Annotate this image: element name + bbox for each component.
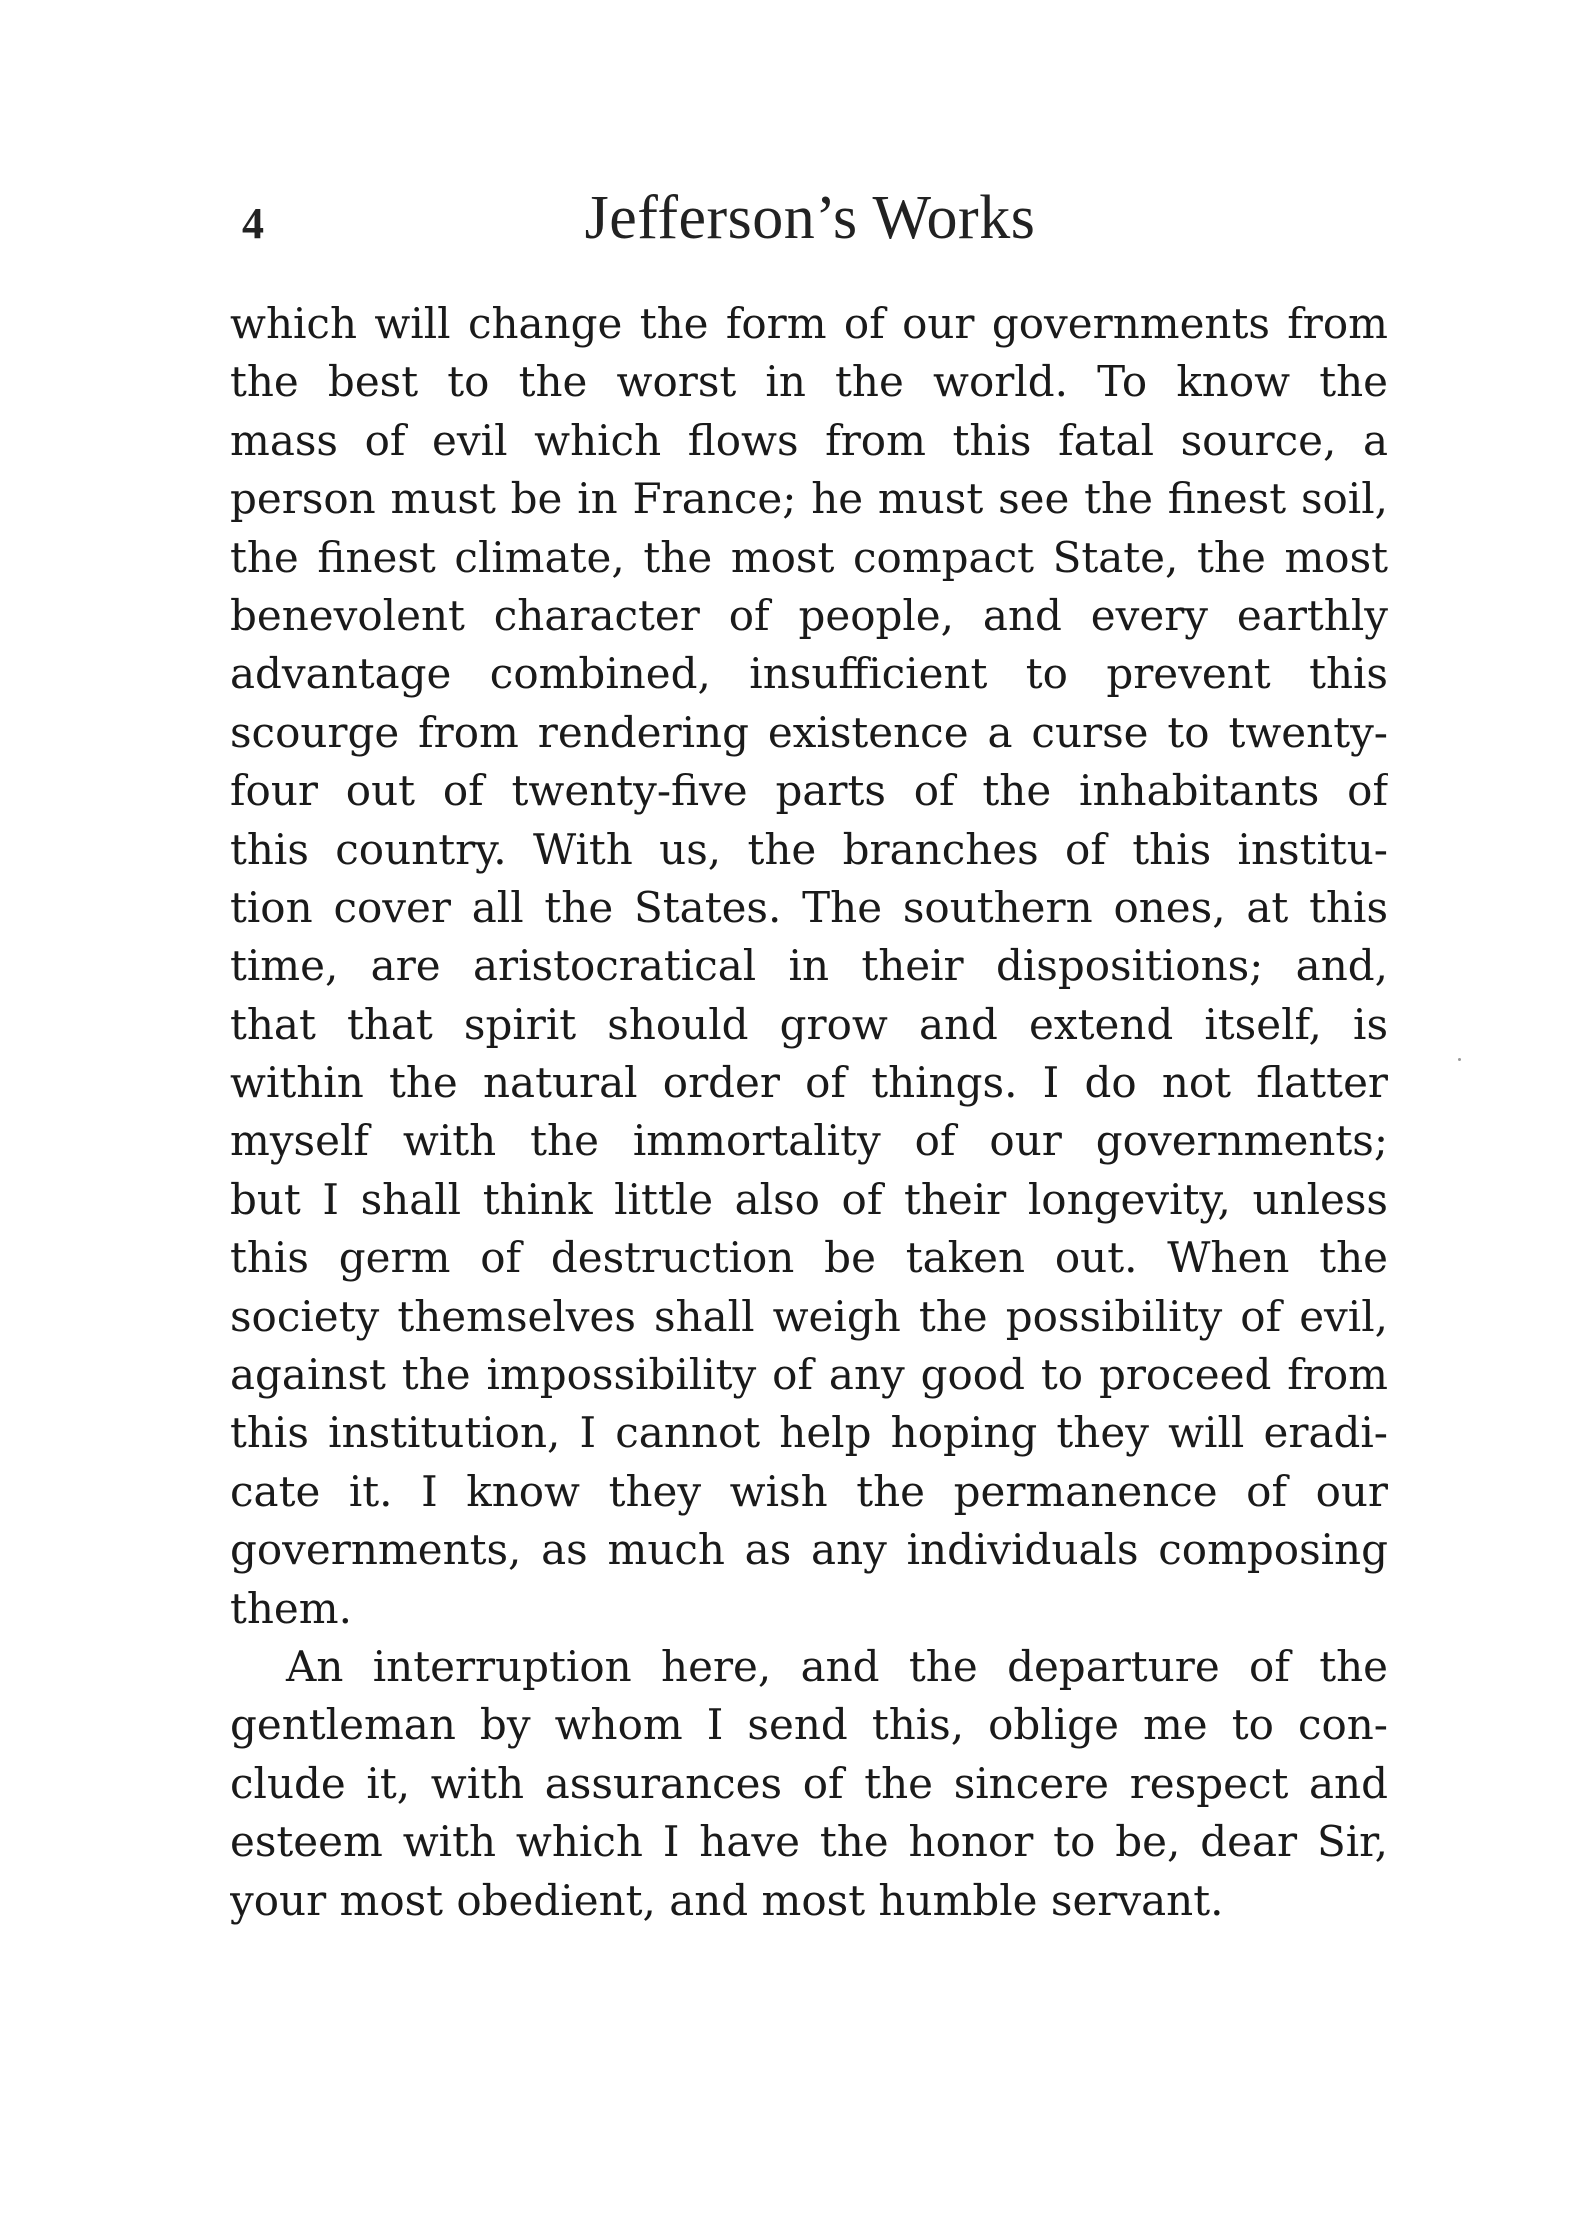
text-line: this country. With us, the branches of this institu- [230, 824, 1388, 874]
text-line: esteem with which I have the honor to be, dear Sir, [230, 1817, 1388, 1867]
running-head [230, 178, 1390, 258]
text-line: your most obedient, and most humble servant. [230, 1875, 1224, 1925]
text-line: tion cover all the States. The southern ones, at this [230, 882, 1388, 932]
text-line: society themselves shall weigh the possibility of evil, [230, 1291, 1388, 1341]
text-line: within the natural order of things. I do not flatter [230, 1058, 1388, 1108]
text-line: myself with the immortality of our governments; [230, 1116, 1388, 1166]
text-line: but I shall think little also of their longevity, unless [230, 1174, 1388, 1224]
text-line: four out of twenty-five parts of the inhabitants of [230, 766, 1388, 816]
running-title: Jefferson’s Works [584, 184, 1036, 252]
text-line: gentleman by whom I send this, oblige me to con- [230, 1700, 1388, 1750]
text-line: scourge from rendering existence a curse to twenty- [230, 707, 1388, 757]
scan-speck [1458, 1058, 1461, 1061]
text-line: this germ of destruction be taken out. When the [230, 1233, 1388, 1283]
text-line: the finest climate, the most compact State, the most [230, 532, 1388, 582]
text-line: benevolent character of people, and every earthly [230, 590, 1388, 640]
text-line: cate it. I know they wish the permanence of our [230, 1466, 1388, 1516]
text-line: An interruption here, and the departure of the [286, 1641, 1388, 1691]
text-line: clude it, with assurances of the sincere respect and [230, 1758, 1388, 1808]
text-line: advantage combined, insufficient to prevent this [230, 649, 1388, 699]
text-line: person must be in France; he must see the finest soil, [230, 474, 1388, 524]
text-line: time, are aristocratical in their dispositions; and, [230, 941, 1388, 991]
body-text [230, 295, 1388, 1930]
text-line: mass of evil which flows from this fatal source, a [230, 415, 1388, 465]
text-line: governments, as much as any individuals composing [230, 1525, 1388, 1575]
paragraph-2 [230, 1638, 1388, 1930]
text-line: which will change the form of our governments from [230, 299, 1388, 348]
page-number: 4 [242, 199, 264, 248]
text-line: that that spirit should grow and extend itself, is [230, 999, 1388, 1049]
text-line: them. [230, 1583, 352, 1633]
text-line: against the impossibility of any good to proceed from [230, 1350, 1388, 1400]
text-line: the best to the worst in the world. To know the [230, 357, 1388, 407]
text-line: this institution, I cannot help hoping they will eradi- [230, 1408, 1388, 1458]
paragraph-1 [230, 295, 1388, 1638]
